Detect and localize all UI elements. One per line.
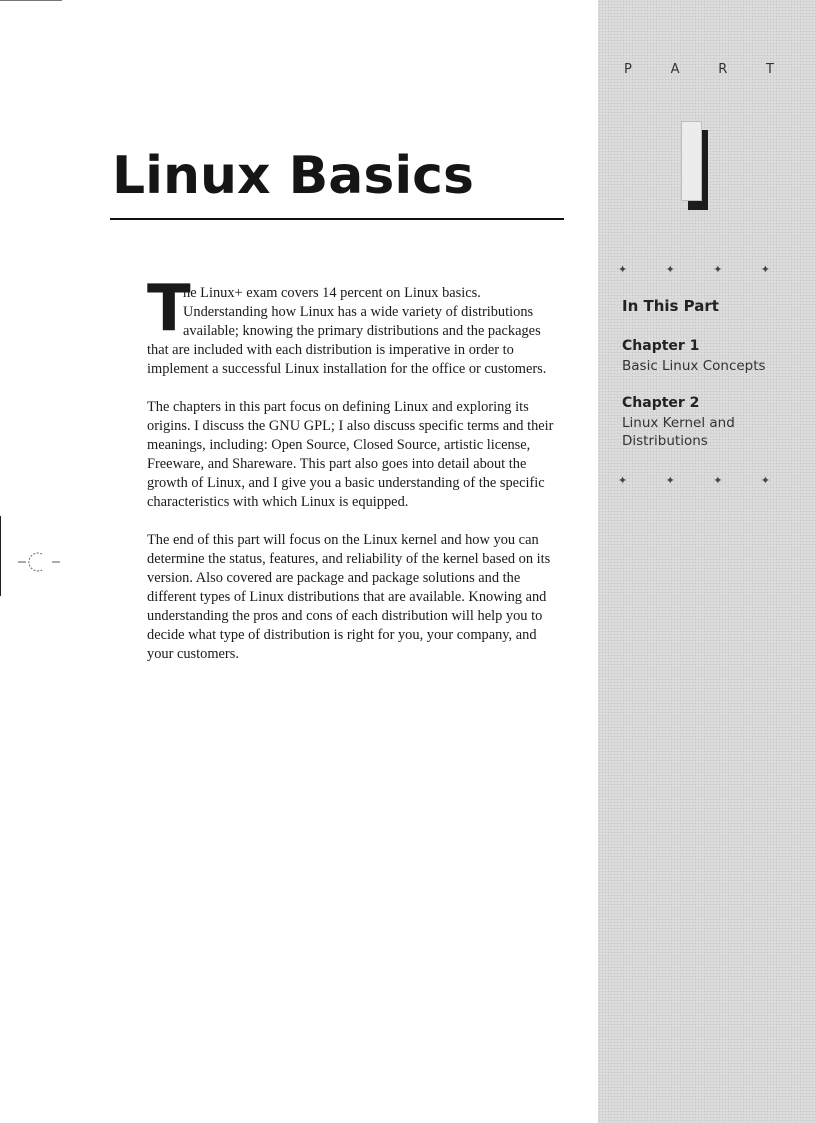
chapter-2-title: Linux Kernel and Distributions [622,415,735,449]
diamond-icon: ✦ [618,474,628,487]
diamond-icon: ✦ [713,263,723,276]
registration-mark-icon [18,551,62,573]
diamond-icon: ✦ [760,474,770,487]
intro-paragraph-text: he Linux+ exam covers 14 percent on Linux basics. Understanding how Linux has a wide variety of distributions available; knowing the primary distributions and the packages that are included with each distribution is imperative in order to implement a successful Linux installation for the office or customers. [147,285,547,377]
intro-paragraph: The end of this part will focus on the Linux kernel and how you can determine the status, features, and reliability of the kernel based on its version. Also covered are package and package solutions and the different types of Linux distributions that are available. Knowing and understanding the pros and cons of each distribution will help you to decide what type of distribution is right for you, your company, and your customers. [147,532,551,662]
intro-paragraph: The chapters in this part focus on defining Linux and exploring its origins. I discuss the GNU GPL; I also discuss specific terms and their meanings, including: Open Source, Closed Source, artistic license, Freeware, and Shareware. This part also goes into detail about the growth of Linux, and I give you a basic understanding of the specific characteristics with which Linux is equipped. [147,399,554,510]
intro-paragraph [147,272,559,379]
diamond-icon: ✦ [713,474,723,487]
chapter-1-label: Chapter 1 [622,338,700,354]
chapter-2-label: Chapter 2 [622,395,700,411]
diamond-icon: ✦ [665,263,675,276]
chapter-1-title: Basic Linux Concepts [622,358,766,374]
part-number-block [681,121,702,201]
part-letter: A [670,62,680,77]
part-letter: R [718,62,728,77]
corner-rule [0,0,62,1]
intro-text [147,272,559,683]
part-letter: P [624,62,632,77]
page-title: Linux Basics [112,146,474,206]
in-this-part-heading: In This Part [622,297,719,315]
diamond-divider-top [618,263,770,277]
diamond-icon: ✦ [665,474,675,487]
crop-mark-left [0,516,1,596]
title-rule [110,218,564,220]
drop-cap: T [147,272,191,346]
diamond-divider-bottom [618,474,770,488]
part-letter: T [766,62,774,77]
part-label [624,62,774,77]
diamond-icon: ✦ [760,263,770,276]
diamond-icon: ✦ [618,263,628,276]
